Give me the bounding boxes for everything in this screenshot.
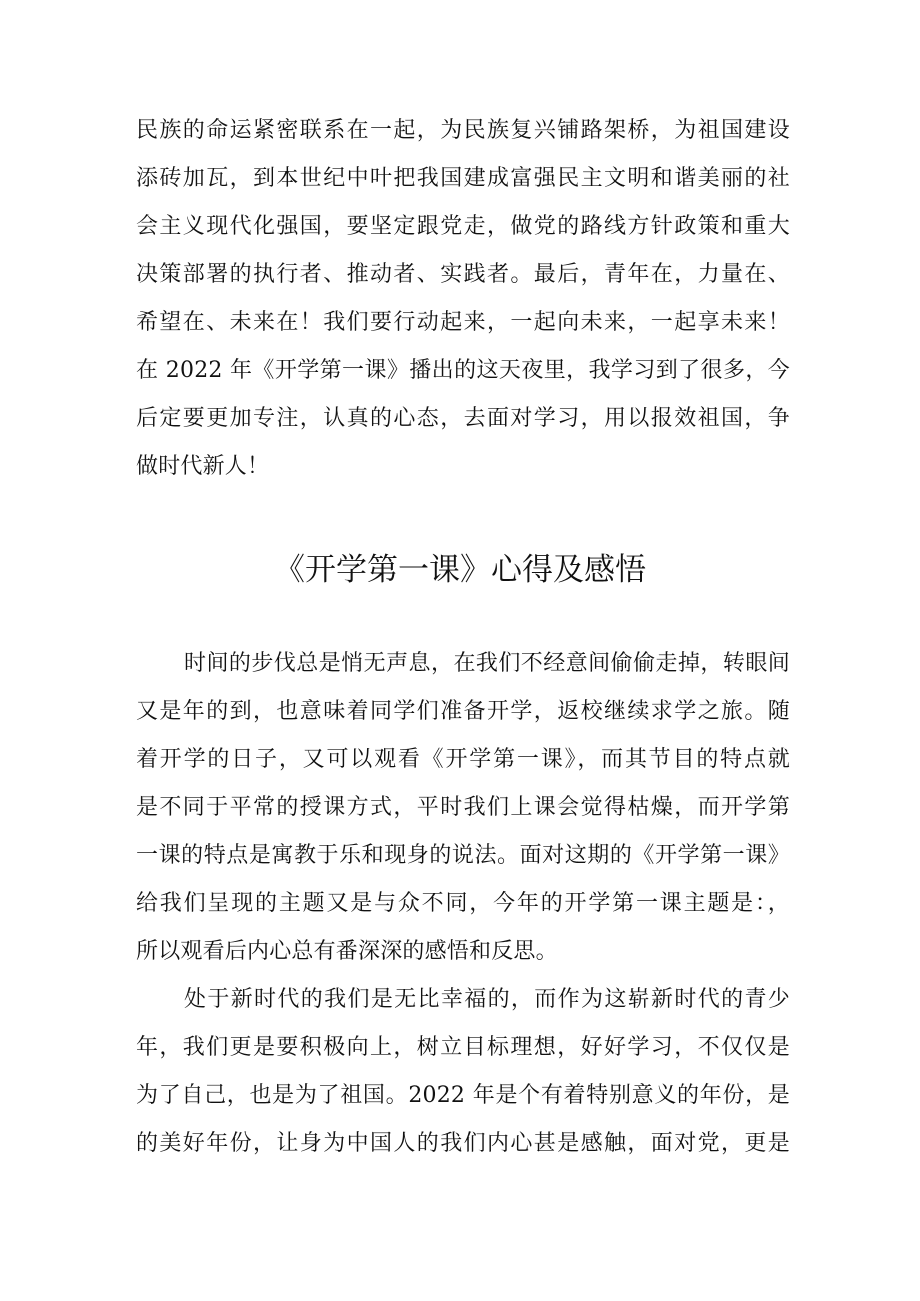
text-line: 所以观看后内心总有番深深的感悟和反思。	[136, 939, 558, 964]
text-line: 决策部署的执行者、推动者、实践者。最后，青年在，力量在、	[136, 262, 790, 287]
text-line: 的美好年份，让身为中国人的我们内心甚是感触，面对党，更是	[136, 1131, 790, 1156]
text-line: 年，我们更是要积极向上，树立目标理想，好好学习，不仅仅是	[136, 1035, 790, 1060]
text-line: 时间的步伐总是悄无声息，在我们不经意间偷偷走掉，转眼间	[184, 651, 790, 676]
text-line: 做时代新人！	[136, 454, 270, 479]
text-line: 希望在、未来在！我们要行动起来，一起向未来，一起享未来！	[136, 310, 790, 335]
continuation-paragraph	[136, 107, 790, 491]
text-line: 又是年的到，也意味着同学们准备开学，返校继续求学之旅。随	[136, 699, 790, 724]
text-line: 是不同于平常的授课方式，平时我们上课会觉得枯燥，而开学第	[136, 795, 790, 820]
text-line: 处于新时代的我们是无比幸福的，而作为这崭新时代的青少	[184, 987, 790, 1012]
text-line: 一课的特点是寓教于乐和现身的说法。面对这期的《开学第一课》	[136, 843, 790, 868]
text-line: 民族的命运紧密联系在一起，为民族复兴铺路架桥，为祖国建设	[136, 118, 790, 143]
text-line: 添砖加瓦，到本世纪中叶把我国建成富强民主文明和谐美丽的社	[136, 166, 790, 191]
text-line: 后定要更加专注，认真的心态，去面对学习，用以报效祖国，争	[136, 406, 790, 431]
article-paragraph-1	[136, 640, 790, 976]
article-title: 《开学第一课》心得及感悟	[274, 552, 646, 588]
text-line: 在 2022 年《开学第一课》播出的这天夜里，我学习到了很多，今	[136, 358, 790, 383]
text-line: 为了自己，也是为了祖国。2022 年是个有着特别意义的年份，是	[136, 1083, 790, 1108]
text-line: 会主义现代化强国，要坚定跟党走，做党的路线方针政策和重大	[136, 214, 790, 239]
article-paragraph-2	[136, 976, 790, 1168]
text-line: 着开学的日子，又可以观看《开学第一课》，而其节目的特点就	[136, 747, 790, 772]
text-line: 给我们呈现的主题又是与众不同，今年的开学第一课主题是：，	[136, 891, 790, 916]
